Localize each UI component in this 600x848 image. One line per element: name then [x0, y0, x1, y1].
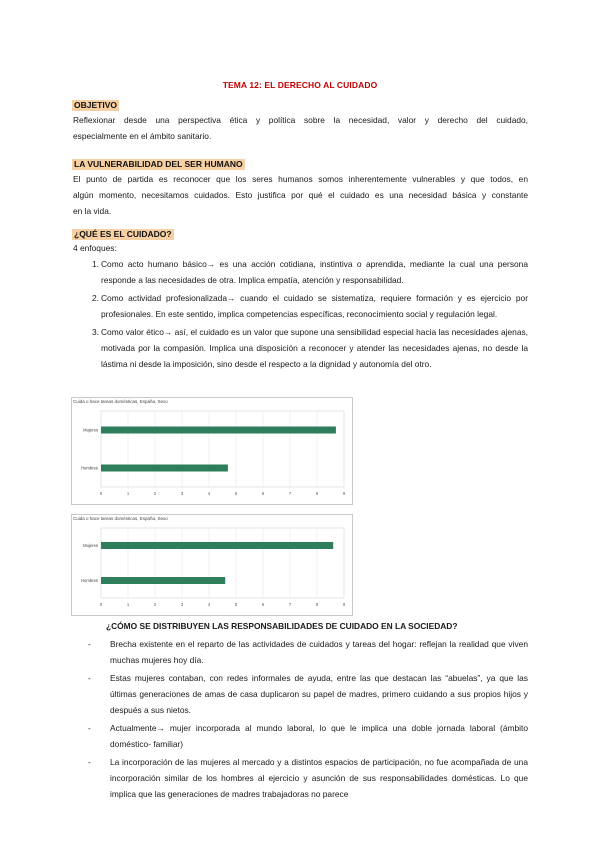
vulnerabilidad-line-3: en la vida.: [73, 206, 112, 216]
chart-2-tick-label: 6: [261, 602, 265, 607]
section-heading-vulnerabilidad: LA VULNERABILIDAD DEL SER HUMANO: [74, 159, 243, 169]
list-item: [73, 290, 528, 322]
chart-1-tick-label: 7: [288, 491, 292, 496]
chart-2-bar: [101, 577, 225, 584]
chart-1-tick-label: 8: [315, 491, 319, 496]
list-item-text: Brecha existente en el reparto de las actividades de cuidados y tareas del hogar: reflejan la realidad que viven muchas mujeres hoy día.: [110, 639, 528, 665]
chart-1-tick-label: 6: [261, 491, 265, 496]
vulnerabilidad-line-2: algún momento, necesitamos cuidados. Esto justifica por qué el cuidado es una necesidad básica y constante: [73, 190, 528, 200]
chart-1-tick-label: 5: [234, 491, 238, 496]
list-item-text: Actualmente→ mujer incorporada al mundo laboral, lo que le implica una doble jornada laboral (ámbito doméstico- familiar): [110, 723, 528, 749]
chart-2-tick-label: 3: [180, 602, 184, 607]
list-item-dash: -: [88, 723, 91, 733]
chart-1: [71, 405, 351, 503]
vulnerabilidad-line-1: El punto de partida es reconocer que los seres humanos somos inherentemente vulnerables y que todos, en: [73, 174, 528, 184]
page-title: TEMA 12: EL DERECHO AL CUIDADO: [222, 80, 378, 90]
objetivo-line-2: especialmente en el ámbito sanitario.: [73, 131, 212, 141]
chart-1-tick-label: 2: [153, 491, 157, 496]
list-item-dash: -: [88, 639, 91, 649]
list-item: [73, 324, 528, 372]
chart-1-bar: [101, 427, 336, 434]
chart-1-tick-label: 1: [126, 491, 130, 496]
section-heading-cuidado: ¿QUÉ ES EL CUIDADO?: [74, 229, 172, 239]
chart-2-tick-label: 5: [234, 602, 238, 607]
list-item-number: 3.: [92, 327, 99, 337]
list-item-text: Como valor ético→ así, el cuidado es un valor que supone una sensibilidad especial hacia las necesidades ajenas, motivada por la compasión. Implica una disposición a reconocer y atender las necesidades ajenas, no desde la lástima ni desde la imposición, sino desde el respecto a la dignidad y autonomía del otro.: [101, 327, 528, 369]
chart-2-tick-label: 1: [126, 602, 130, 607]
list-item: [88, 754, 528, 802]
list-item: [88, 636, 528, 668]
chart-2-tick-label: 7: [288, 602, 292, 607]
chart-2: [71, 522, 351, 614]
chart-1-category-label: Hombres: [81, 465, 98, 471]
chart-2-tick-label: 2: [153, 602, 157, 607]
chart-1-plot-area: [101, 411, 344, 487]
list-item-number: 2.: [92, 293, 99, 303]
chart-1-category-label: Mujeres: [83, 427, 98, 433]
chart-2-title: Cuida o hace tareas domésticas, España, Sexo: [73, 516, 168, 521]
chart-2-category-label: Hombres: [81, 578, 98, 583]
chart-1-tick-label: 4: [207, 491, 211, 496]
list-item: [73, 256, 528, 288]
chart-2-bar: [101, 542, 333, 549]
chart-2-tick-label: 9: [342, 602, 346, 607]
cuidado-intro: 4 enfoques:: [73, 243, 117, 253]
section-heading-objetivo: OBJETIVO: [74, 100, 117, 110]
list-item-text: Estas mujeres contaban, con redes informales de ayuda, entre las que destacan las “abuelas”, ya que las últimas generaciones de amas de casa duplicaron su papel de madres, primero cuidando a sus propios hijos y después a sus nietos.: [110, 673, 528, 715]
objetivo-line-1: Reflexionar desde una perspectiva ética y política sobre la necesidad, valor y derecho del cuidado,: [73, 115, 528, 125]
chart-2-tick-label: 8: [315, 602, 319, 607]
enfoques-list: [73, 256, 528, 374]
chart-1-tick-label: 9: [342, 491, 346, 496]
list-item: [88, 720, 528, 752]
list-item-text: La incorporación de las mujeres al mercado y a distintos espacios de participación, no fue acompañada de una incorporación similar de los hombres al ejercicio y asunción de sus responsabilidades domésticas. Lo que implica que las generaciones de madres trabajadoras no parece: [110, 757, 528, 799]
list-item-number: 1.: [92, 259, 99, 269]
chart-1-title: Cuida o hace tareas domésticas, España, Sexo: [73, 399, 168, 404]
chart-1-tick-label: 0: [99, 491, 103, 496]
chart-1-bar: [101, 465, 228, 472]
distribucion-list: [88, 636, 528, 804]
list-item-dash: -: [88, 673, 91, 683]
list-item-text: Como actividad profesionalizada→ cuando el cuidado se sistematiza, requiere formación y es ejercicio por profesionales. En este sentido, implica competencias específicas, reconocimiento social y regulación legal.: [101, 293, 528, 319]
chart-2-category-label: Mujeres: [83, 543, 98, 548]
chart-1-tick-label: 3: [180, 491, 184, 496]
list-item-text: Como acto humano básico→ es una acción cotidiana, instintiva o aprendida, mediante la cual una persona responde a las necesidades de otra. Implica empatía, atención y responsabilidad.: [101, 259, 528, 285]
chart-2-tick-label: 0: [99, 602, 103, 607]
chart-2-plot-area: [101, 528, 344, 598]
chart-2-tick-label: 4: [207, 602, 211, 607]
section-heading-distribucion: ¿CÓMO SE DISTRIBUYEN LAS RESPONSABILIDADES DE CUIDADO EN LA SOCIEDAD?: [106, 621, 458, 631]
list-item-dash: -: [88, 757, 91, 767]
list-item: [88, 670, 528, 718]
